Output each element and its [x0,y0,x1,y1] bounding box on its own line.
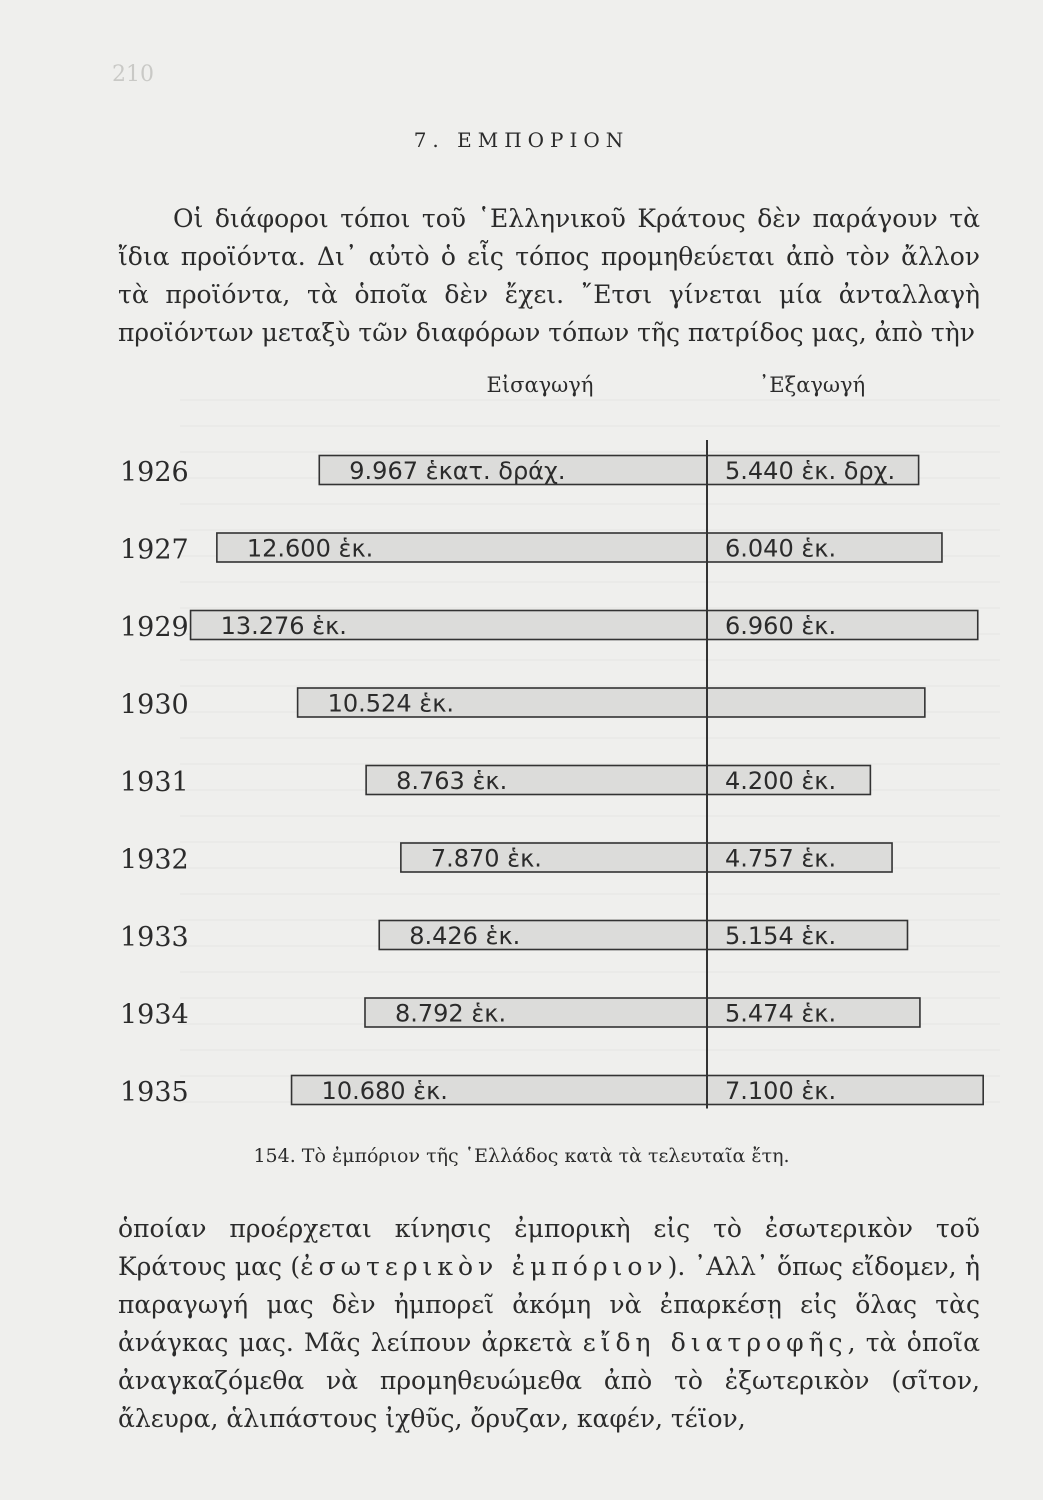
export-value-label: 4.200 ἑκ. [725,767,837,795]
body-paragraph [118,1210,980,1438]
section-title: 7. ΕΜΠΟΡΙΟΝ [413,128,630,152]
import-value-label: 9.967 ἑκατ. δράχ. [349,457,566,485]
body-text-2: ). ᾽Αλλ᾽ ὅπως εἴδομεν, ἡ παραγωγή μας δὲν ἠμπορεῖ ἀκόμη νὰ ἐπαρκέσῃ εἰς ὅλας τὰς ἀνάγκας μας. Μᾶς λείπουν ἀρκετὰ [118,1252,980,1357]
import-value-label: 7.870 ἑκ. [430,844,542,873]
import-value-label: 8.792 ἑκ. [394,999,507,1028]
year-label: 1930 [120,689,189,721]
legend-import: Εἰσαγωγή [486,373,594,397]
import-value-label: 8.426 ἑκ. [409,922,521,950]
year-label: 1931 [120,767,189,798]
body-text-3: , τὰ ὁποῖα ἀναγκαζόμεθα νὰ προμηθευώμεθα ἀπὸ τὸ ἐξωτερικὸν (σῖτον, ἄλευρα, ἁλιπάστους ἰχθῦς, ὄρυζαν, καφέν, τέϊον, [118,1328,980,1433]
import-value-label: 10.680 ἑκ. [321,1077,448,1105]
export-value-label: 6.960 ἑκ. [725,612,837,640]
chart-bars [120,456,983,1109]
export-value-label: 5.154 ἑκ. [725,922,837,950]
year-label: 1933 [120,922,189,953]
term-internal-trade: ἐσωτερικὸν ἐμπόριον [300,1252,668,1281]
import-value-label: 13.276 ἑκ. [220,612,347,640]
import-value-label: 12.600 ἑκ. [246,534,374,563]
year-label: 1935 [120,1077,189,1108]
chart-gridlines [180,400,1000,1102]
export-value-label: 6.040 ἑκ. [725,534,837,563]
trade-chart [0,360,1043,1140]
year-label: 1934 [120,999,189,1031]
year-label: 1927 [120,534,189,566]
figure-caption: 154. Τὸ ἐμπόριον τῆς ῾Ελλάδος κατὰ τὰ τελευταῖα ἔτη. [253,1145,790,1167]
legend-export: ᾽Εξαγωγή [758,373,866,397]
import-value-label: 10.524 ἑκ. [327,689,454,718]
term-food-items: εἴδη διατροφῆς [582,1328,848,1357]
export-value-label: 4.757 ἑκ. [725,844,837,873]
export-value-label: 5.440 ἑκ. δρχ. [725,457,896,485]
intro-paragraph: Οἱ διάφοροι τόποι τοῦ ῾Ελληνικοῦ Κράτους δὲν παράγουν τὰ ἴδια προϊόντα. Δι᾽ αὐτὸ ὁ εἷς τόπος προμηθεύεται ἀπὸ τὸν ἄλλον τὰ προϊόντα, τὰ ὁποῖα δὲν ἔχει. ῎Ετσι γίνεται μία ἀνταλλαγὴ προϊόντων μεταξὺ τῶν διαφόρων τόπων τῆς πατρίδος μας, ἀπὸ τὴν [118,204,980,347]
export-value-label: 5.474 ἑκ. [725,999,837,1028]
import-value-label: 8.763 ἑκ. [396,767,508,795]
year-label: 1926 [120,457,189,488]
year-label: 1932 [120,844,189,876]
export-value-label: 7.100 ἑκ. [725,1077,837,1105]
export-bar [707,688,925,717]
year-label: 1929 [120,612,189,643]
body-text-1: ὁποίαν προέρχεται κίνησις ἐμπορικὴ εἰς τὸ ἐσωτερικὸν τοῦ Κράτους μας ( [118,1214,980,1281]
trade-chart-svg [0,360,1043,1140]
page-number: 210 [112,62,154,87]
